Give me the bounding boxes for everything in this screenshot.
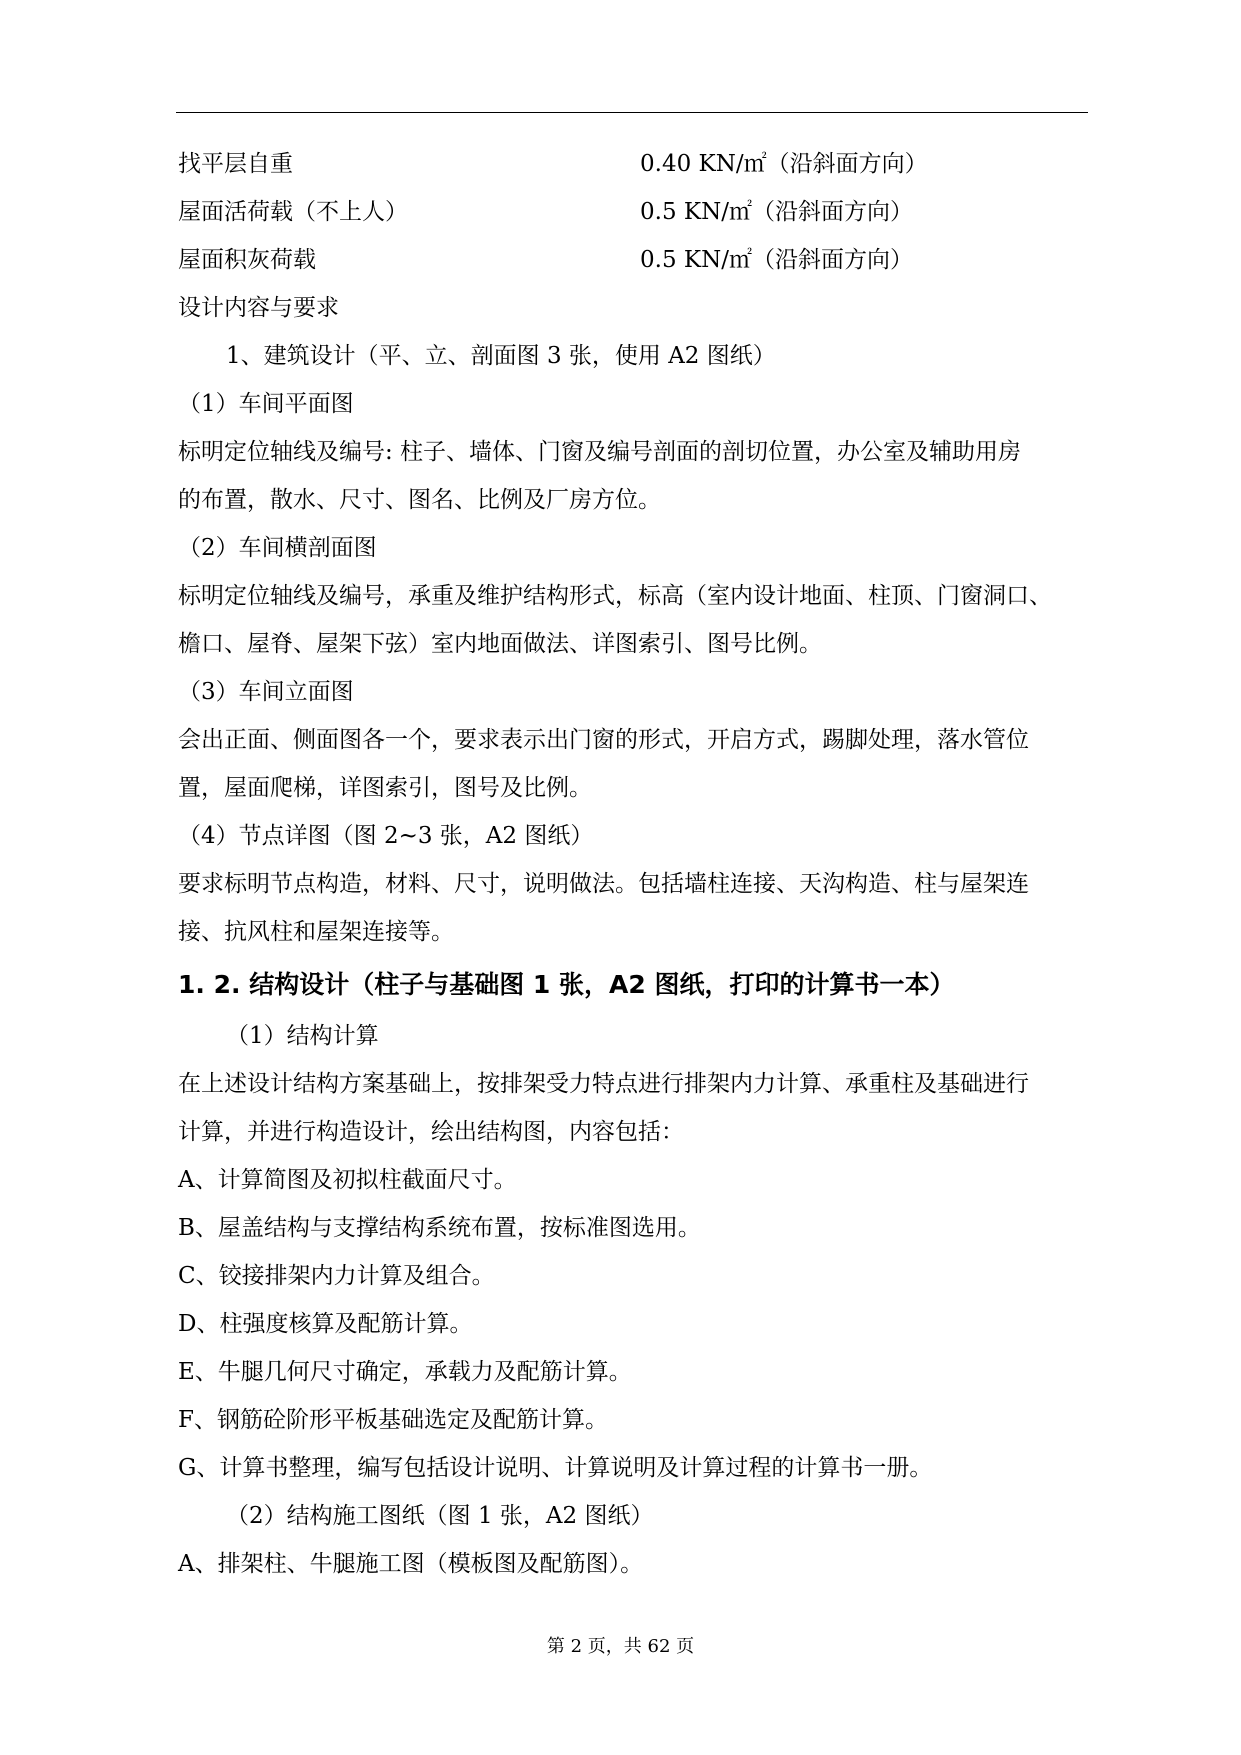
item-heading: （2）结构施工图纸（图 1 张，A2 图纸）	[226, 1503, 654, 1529]
item-heading: （4）节点详图（图 2~3 张，A2 图纸）	[178, 823, 594, 849]
subsection-heading: 1、建筑设计（平、立、剖面图 3 张，使用 A2 图纸）	[226, 343, 776, 369]
list-item: A、排架柱、牛腿施工图（模板图及配筋图）。	[178, 1551, 644, 1577]
list-item: C、铰接排架内力计算及组合。	[178, 1263, 495, 1289]
list-item: E、牛腿几何尺寸确定，承载力及配筋计算。	[178, 1359, 632, 1385]
section-label: 设计内容与要求	[178, 295, 339, 321]
paragraph-line: 在上述设计结构方案基础上，按排架受力特点进行排架内力计算、承重柱及基础进行	[178, 1071, 1029, 1097]
item-heading: （1）结构计算	[226, 1023, 379, 1049]
load-value: 0.5 KN/㎡（沿斜面方向）	[640, 247, 913, 273]
list-item: F、钢筋砼阶形平板基础选定及配筋计算。	[178, 1407, 608, 1433]
load-label: 屋面积灰荷载	[178, 247, 316, 273]
paragraph-line: 的布置，散水、尺寸、图名、比例及厂房方位。	[178, 487, 661, 513]
header-rule	[176, 112, 1088, 113]
section-heading: 1. 2. 结构设计（柱子与基础图 1 张，A2 图纸，打印的计算书一本）	[178, 970, 955, 999]
paragraph-line: 会出正面、侧面图各一个，要求表示出门窗的形式，开启方式，踢脚处理，落水管位	[178, 727, 1029, 753]
load-value: 0.5 KN/㎡（沿斜面方向）	[640, 199, 913, 225]
paragraph-line: 要求标明节点构造，材料、尺寸，说明做法。包括墙柱连接、天沟构造、柱与屋架连	[178, 871, 1029, 897]
paragraph-line: 计算，并进行构造设计，绘出结构图，内容包括：	[178, 1119, 684, 1145]
paragraph-line: 标明定位轴线及编号: 柱子、墙体、门窗及编号剖面的剖切位置，办公室及辅助用房	[178, 439, 1022, 465]
list-item: B、屋盖结构与支撑结构系统布置，按标准图选用。	[178, 1215, 701, 1241]
load-row	[178, 140, 1090, 188]
paragraph-line: 标明定位轴线及编号，承重及维护结构形式，标高（室内设计地面、柱顶、门窗洞口、	[178, 583, 1052, 609]
load-label: 找平层自重	[178, 151, 293, 177]
load-value: 0.40 KN/㎡（沿斜面方向）	[640, 151, 928, 177]
list-item: G、计算书整理，编写包括设计说明、计算说明及计算过程的计算书一册。	[178, 1455, 933, 1481]
list-item: D、柱强度核算及配筋计算。	[178, 1311, 473, 1337]
load-row	[178, 188, 1090, 236]
paragraph-line: 接、抗风柱和屋架连接等。	[178, 919, 454, 945]
item-heading: （1）车间平面图	[178, 391, 354, 417]
item-heading: （3）车间立面图	[178, 679, 354, 705]
list-item: A、计算简图及初拟柱截面尺寸。	[178, 1167, 517, 1193]
load-row	[178, 236, 1090, 284]
page-footer: 第 2 页，共 62 页	[546, 1636, 695, 1657]
paragraph-line: 置，屋面爬梯，详图索引，图号及比例。	[178, 775, 592, 801]
load-label: 屋面活荷载（不上人）	[178, 199, 408, 225]
paragraph-line: 檐口、屋脊、屋架下弦）室内地面做法、详图索引、图号比例。	[178, 631, 822, 657]
item-heading: （2）车间横剖面图	[178, 535, 377, 561]
